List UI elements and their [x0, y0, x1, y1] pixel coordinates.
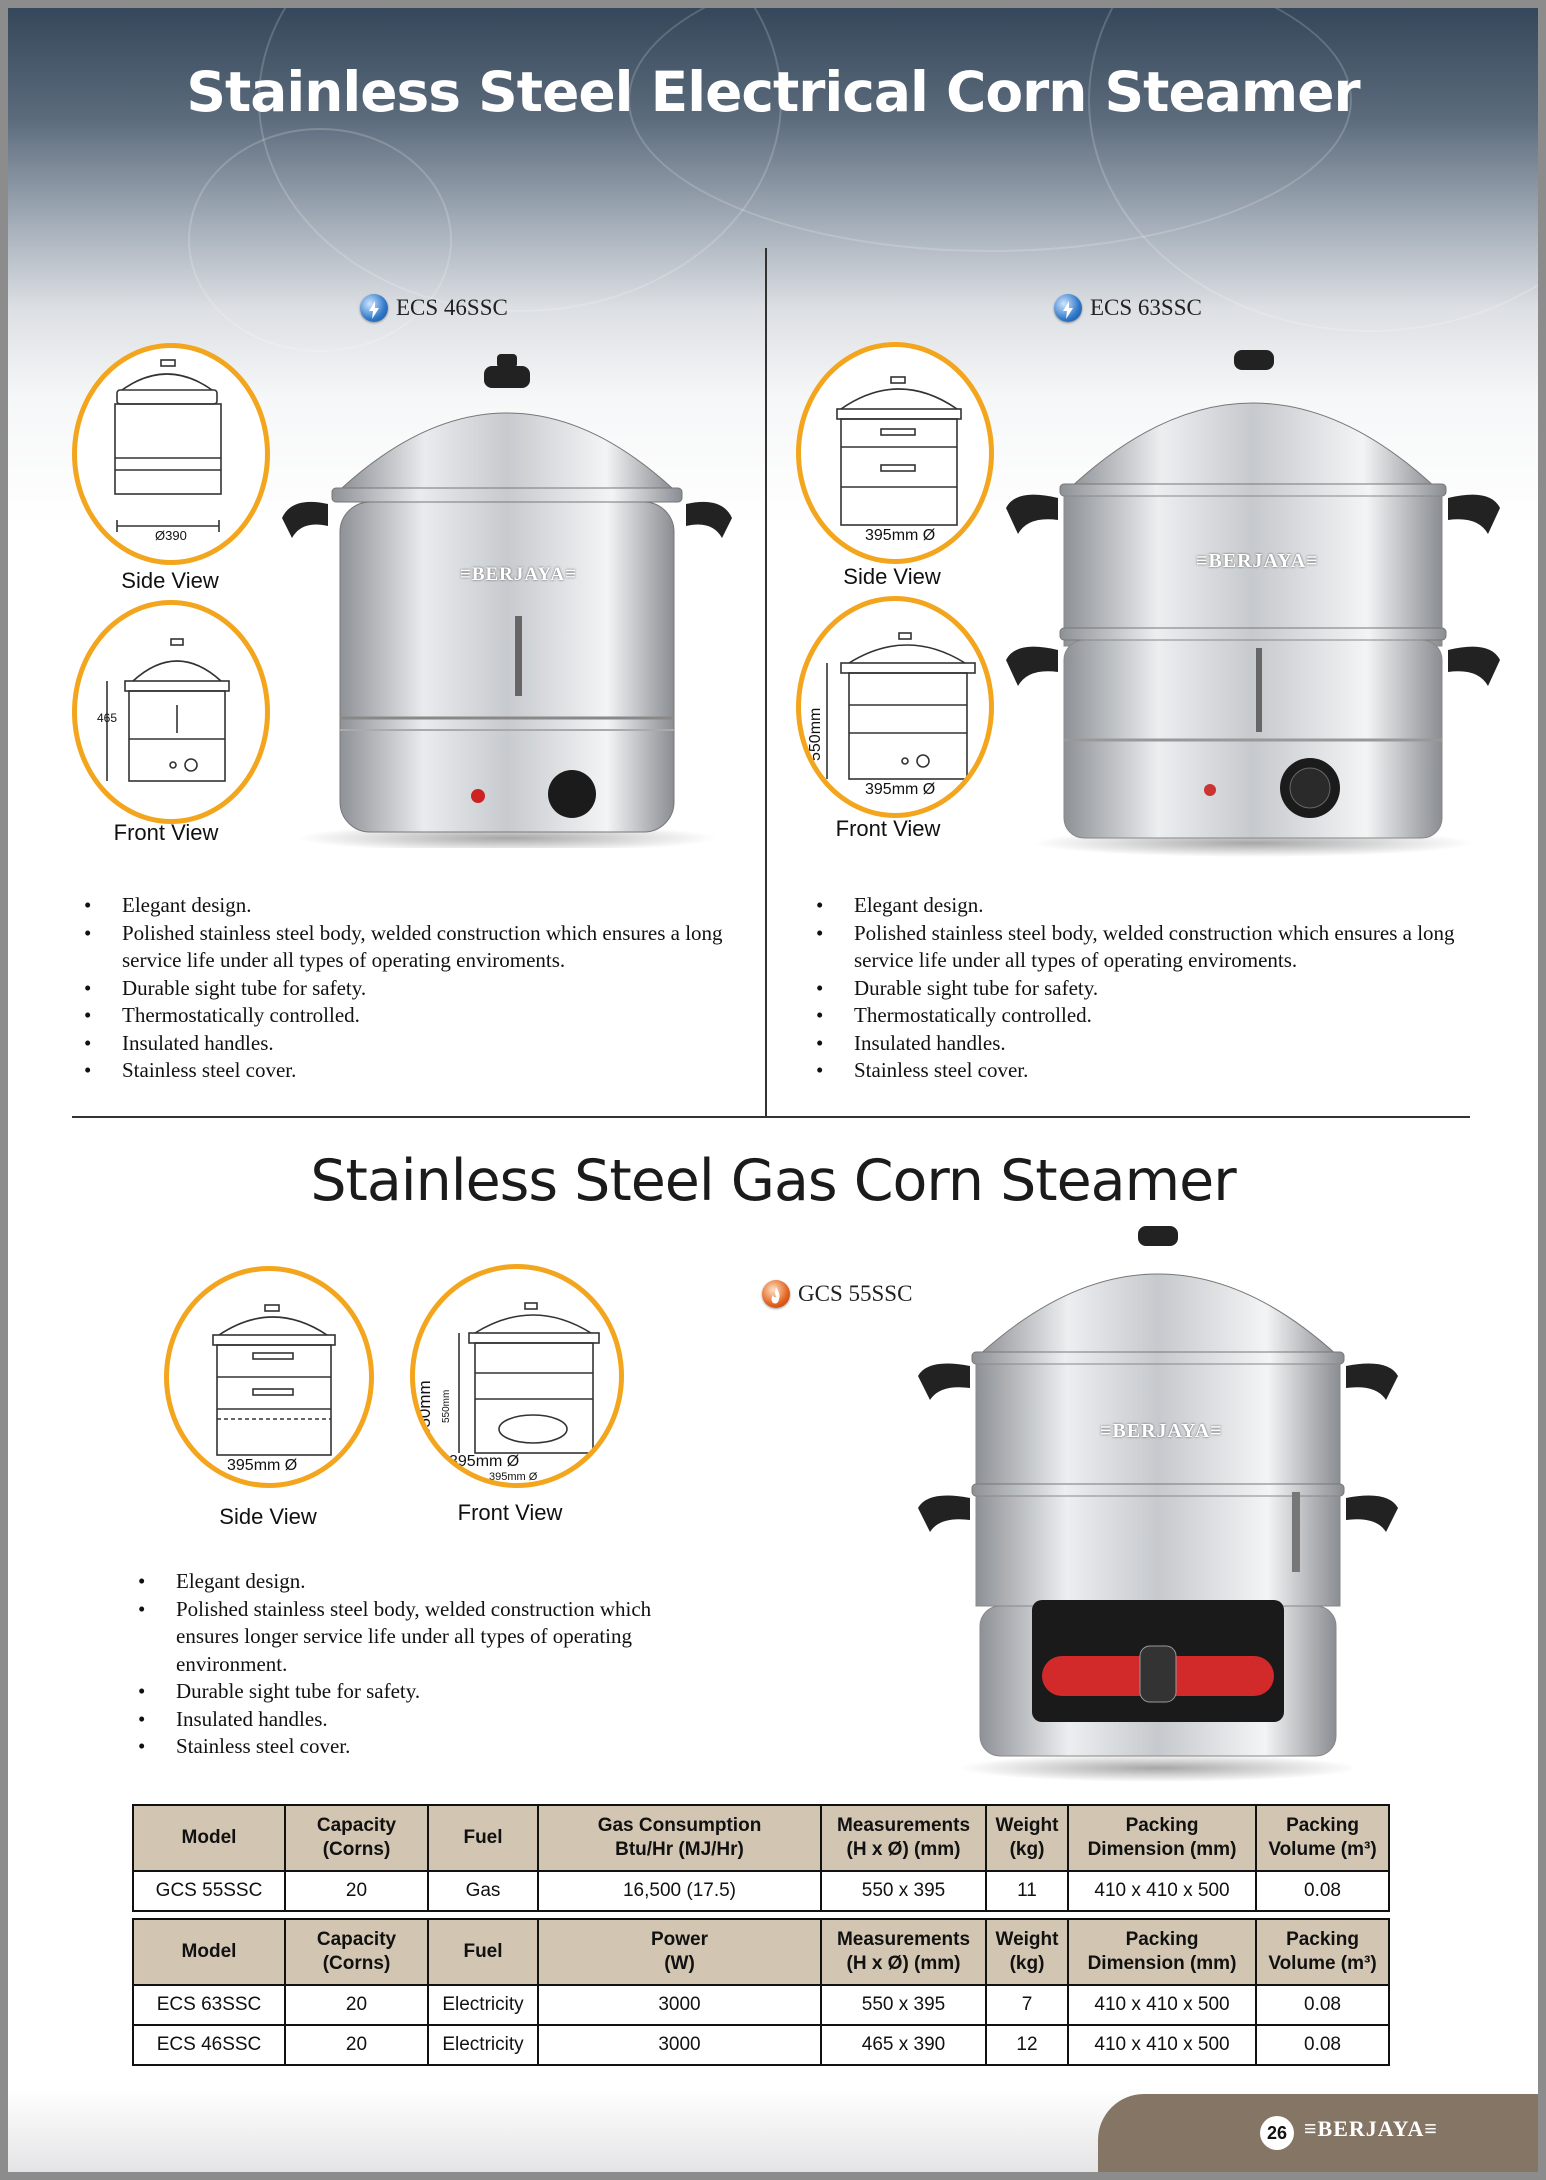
feature-item: • Insulated handles.	[138, 1706, 708, 1734]
table-cell: 550 x 395	[821, 1985, 986, 2025]
table-header-cell: Model	[133, 1805, 285, 1871]
table-header-cell: Weight (kg)	[986, 1805, 1068, 1871]
model-label-gcs55	[762, 1280, 912, 1308]
feature-item: • Elegant design.	[84, 892, 744, 920]
model-name: ECS 63SSC	[1090, 295, 1202, 320]
feature-item: • Thermostatically controlled.	[816, 1002, 1476, 1030]
product-photo-ecs63	[998, 338, 1508, 858]
feature-item: • Elegant design.	[816, 892, 1476, 920]
table-cell: Electricity	[428, 2025, 538, 2065]
feature-item: • Durable sight tube for safety.	[84, 975, 744, 1003]
side-view-label: Side View	[121, 568, 219, 593]
brand-mark: ≡BERJAYA≡	[1196, 550, 1319, 572]
table-header-cell: Capacity (Corns)	[285, 1919, 428, 1985]
table-header-cell: Weight (kg)	[986, 1919, 1068, 1985]
table-header-cell: Packing Volume (m³)	[1256, 1919, 1389, 1985]
feature-list-ecs46	[84, 892, 744, 1085]
column-divider	[765, 248, 767, 1118]
feature-item: • Stainless steel cover.	[138, 1733, 708, 1761]
front-view-diagram	[796, 596, 994, 818]
brand-mark: ≡BERJAYA≡	[1100, 1420, 1223, 1442]
front-height-label: 550mm	[415, 1380, 434, 1437]
feature-item: • Stainless steel cover.	[84, 1057, 744, 1085]
side-view-label: Side View	[843, 564, 941, 589]
model-name: GCS 55SSC	[798, 1281, 913, 1306]
table-cell: 3000	[538, 1985, 821, 2025]
table-cell: Electricity	[428, 1985, 538, 2025]
table-header-cell: Packing Volume (m³)	[1256, 1805, 1389, 1871]
section-divider	[72, 1116, 1470, 1118]
side-view-label: Side View	[219, 1504, 317, 1529]
front-view-diagram	[72, 600, 270, 824]
feature-item: • Insulated handles.	[84, 1030, 744, 1058]
table-gap	[133, 1911, 1389, 1919]
table-row	[133, 2025, 1389, 2065]
front-dim-label: 465	[97, 711, 118, 725]
front-dim-label: 395mm Ø	[449, 1453, 520, 1470]
table-cell: 410 x 410 x 500	[1068, 1985, 1256, 2025]
table-header-cell: Gas Consumption Btu/Hr (MJ/Hr)	[538, 1805, 821, 1871]
feature-item: • Stainless steel cover.	[816, 1057, 1476, 1085]
table-header-row	[133, 1919, 1389, 1985]
feature-item: • Thermostatically controlled.	[84, 1002, 744, 1030]
table-header-row	[133, 1805, 1389, 1871]
table-header-cell: Model	[133, 1919, 285, 1985]
table-row	[133, 1871, 1389, 1911]
decorative-swirl	[1088, 8, 1538, 332]
table-cell: 20	[285, 2025, 428, 2065]
table-cell: 12	[986, 2025, 1068, 2065]
front-view-diagram	[410, 1264, 624, 1488]
table-header-cell: Power (W)	[538, 1919, 821, 1985]
table-cell: ECS 63SSC	[133, 1985, 285, 2025]
table-cell: ECS 46SSC	[133, 2025, 285, 2065]
front-height-label: 550mm	[807, 707, 824, 761]
model-name: ECS 46SSC	[396, 295, 508, 320]
table-cell: 11	[986, 1871, 1068, 1911]
side-view-diagram	[72, 343, 270, 565]
front-view-label: Front View	[113, 820, 219, 845]
table-header-cell: Fuel	[428, 1805, 538, 1871]
feature-item: • Durable sight tube for safety.	[138, 1678, 708, 1706]
side-dim-label: 395mm Ø	[865, 527, 936, 544]
table-cell: 0.08	[1256, 2025, 1389, 2065]
table-cell: 3000	[538, 2025, 821, 2065]
front-dim-small-label: 395mm Ø	[489, 1471, 538, 1483]
electric-icon	[360, 294, 388, 322]
feature-item: • Insulated handles.	[816, 1030, 1476, 1058]
gas-section-title: Stainless Steel Gas Corn Steamer	[310, 1148, 1236, 1214]
spec-table	[132, 1804, 1390, 2066]
side-view-diagram	[164, 1266, 374, 1488]
feature-item: • Polished stainless steel body, welded construction which ensures a long service life under all types of operating enviroments.	[816, 920, 1476, 975]
front-dim-label: 395mm Ø	[865, 781, 936, 798]
side-dim-label: 395mm Ø	[227, 1457, 298, 1474]
table-header-cell: Measurements (H x Ø) (mm)	[821, 1805, 986, 1871]
feature-item: • Durable sight tube for safety.	[816, 975, 1476, 1003]
table-header-cell: Measurements (H x Ø) (mm)	[821, 1919, 986, 1985]
front-view-label: Front View	[457, 1500, 563, 1525]
feature-item: • Polished stainless steel body, welded construction which ensures longer service life under all types of operating environment.	[138, 1596, 708, 1679]
feature-list-gcs55	[138, 1568, 708, 1761]
table-cell: 550 x 395	[821, 1871, 986, 1911]
table-cell: 465 x 390	[821, 2025, 986, 2065]
table-header-cell: Capacity (Corns)	[285, 1805, 428, 1871]
side-dim-label: Ø390	[155, 528, 187, 543]
model-label-ecs46	[360, 294, 508, 322]
table-cell: 16,500 (17.5)	[538, 1871, 821, 1911]
product-photo-gcs55	[908, 1216, 1408, 1786]
table-cell: Gas	[428, 1871, 538, 1911]
brand-mark: ≡BERJAYA≡	[460, 564, 577, 585]
table-cell: 0.08	[1256, 1985, 1389, 2025]
front-view-label: Front View	[835, 816, 941, 841]
table-row	[133, 1985, 1389, 2025]
table-cell: 410 x 410 x 500	[1068, 2025, 1256, 2065]
electric-section-title: Stainless Steel Electrical Corn Steamer	[186, 60, 1360, 124]
product-photo-ecs46	[272, 348, 742, 848]
table-cell: 20	[285, 1871, 428, 1911]
catalog-page	[8, 8, 1538, 2172]
side-view-diagram	[796, 342, 994, 564]
electric-icon	[1054, 294, 1082, 322]
table-header-cell: Packing Dimension (mm)	[1068, 1919, 1256, 1985]
table-cell: 0.08	[1256, 1871, 1389, 1911]
footer-brand-logo: ≡BERJAYA≡	[1304, 2116, 1438, 2141]
table-header-cell: Fuel	[428, 1919, 538, 1985]
table-header-cell: Packing Dimension (mm)	[1068, 1805, 1256, 1871]
feature-item: • Polished stainless steel body, welded construction which ensures a long service life under all types of operating enviroments.	[84, 920, 744, 975]
flame-icon	[762, 1280, 790, 1308]
feature-item: • Elegant design.	[138, 1568, 708, 1596]
model-label-ecs63	[1054, 294, 1202, 322]
front-height-small-label: 550mm	[441, 1389, 452, 1423]
table-cell: 20	[285, 1985, 428, 2025]
table-cell: 410 x 410 x 500	[1068, 1871, 1256, 1911]
feature-list-ecs63	[816, 892, 1476, 1085]
page-footer	[1098, 2094, 1538, 2172]
table-cell: GCS 55SSC	[133, 1871, 285, 1911]
page-number: 26	[1260, 2116, 1294, 2150]
table-cell: 7	[986, 1985, 1068, 2025]
